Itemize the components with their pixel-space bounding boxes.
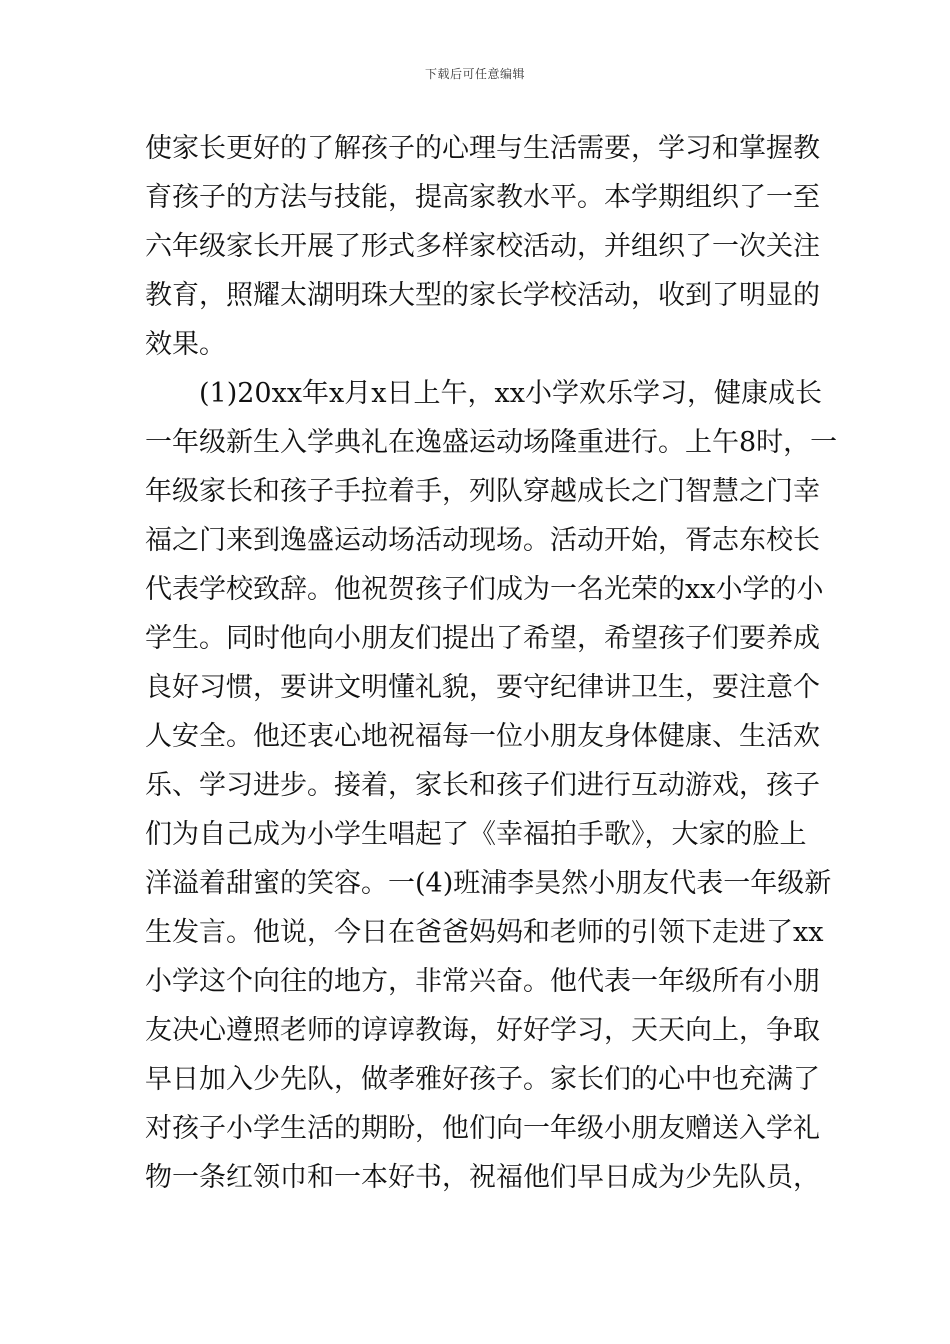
text-line: 学生。同时他向小朋友们提出了希望，希望孩子们要养成 <box>145 623 820 654</box>
text-line: 人安全。他还衷心地祝福每一位小朋友身体健康、生活欢 <box>145 721 820 752</box>
text-line: 育孩子的方法与技能，提高家教水平。本学期组织了一至 <box>145 182 820 213</box>
paragraph-start-line: (1)20xx年x月x日上午，xx小学欢乐学习，健康成长 <box>199 378 822 409</box>
text-line: 早日加入少先队，做孝雅好孩子。家长们的心中也充满了 <box>145 1064 820 1095</box>
text-line: 洋溢着甜蜜的笑容。一(4)班浦李昊然小朋友代表一年级新 <box>145 868 832 899</box>
text-line: 教育，照耀太湖明珠大型的家长学校活动，收到了明显的 <box>145 280 820 311</box>
text-line: 友决心遵照老师的谆谆教诲，好好学习，天天向上，争取 <box>145 1015 820 1046</box>
text-line: 对孩子小学生活的期盼，他们向一年级小朋友赠送入学礼 <box>145 1113 820 1144</box>
text-line: 福之门来到逸盛运动场活动现场。活动开始，胥志东校长 <box>145 525 820 556</box>
text-line: 六年级家长开展了形式多样家校活动，并组织了一次关注 <box>145 231 820 262</box>
text-line: 小学这个向往的地方，非常兴奋。他代表一年级所有小朋 <box>145 966 820 997</box>
text-line: 物一条红领巾和一本好书，祝福他们早日成为少先队员， <box>145 1162 820 1193</box>
text-line: 乐、学习进步。接着，家长和孩子们进行互动游戏，孩子 <box>145 770 820 801</box>
text-line: 代表学校致辞。他祝贺孩子们成为一名光荣的xx小学的小 <box>145 574 824 605</box>
text-line: 效果。 <box>145 329 226 360</box>
text-line: 们为自己成为小学生唱起了《幸福拍手歌》，大家的脸上 <box>145 819 807 850</box>
body-text <box>145 124 838 1202</box>
page-header: 下载后可任意编辑 <box>424 67 525 81</box>
text-line: 良好习惯，要讲文明懂礼貌，要守纪律讲卫生，要注意个 <box>145 672 820 703</box>
text-line: 年级家长和孩子手拉着手，列队穿越成长之门智慧之门幸 <box>145 476 820 507</box>
text-line: 生发言。他说，今日在爸爸妈妈和老师的引领下走进了xx <box>145 917 824 948</box>
text-line: 使家长更好的了解孩子的心理与生活需要，学习和掌握教 <box>145 133 820 164</box>
text-line: 一年级新生入学典礼在逸盛运动场隆重进行。上午8时，一 <box>145 427 838 458</box>
